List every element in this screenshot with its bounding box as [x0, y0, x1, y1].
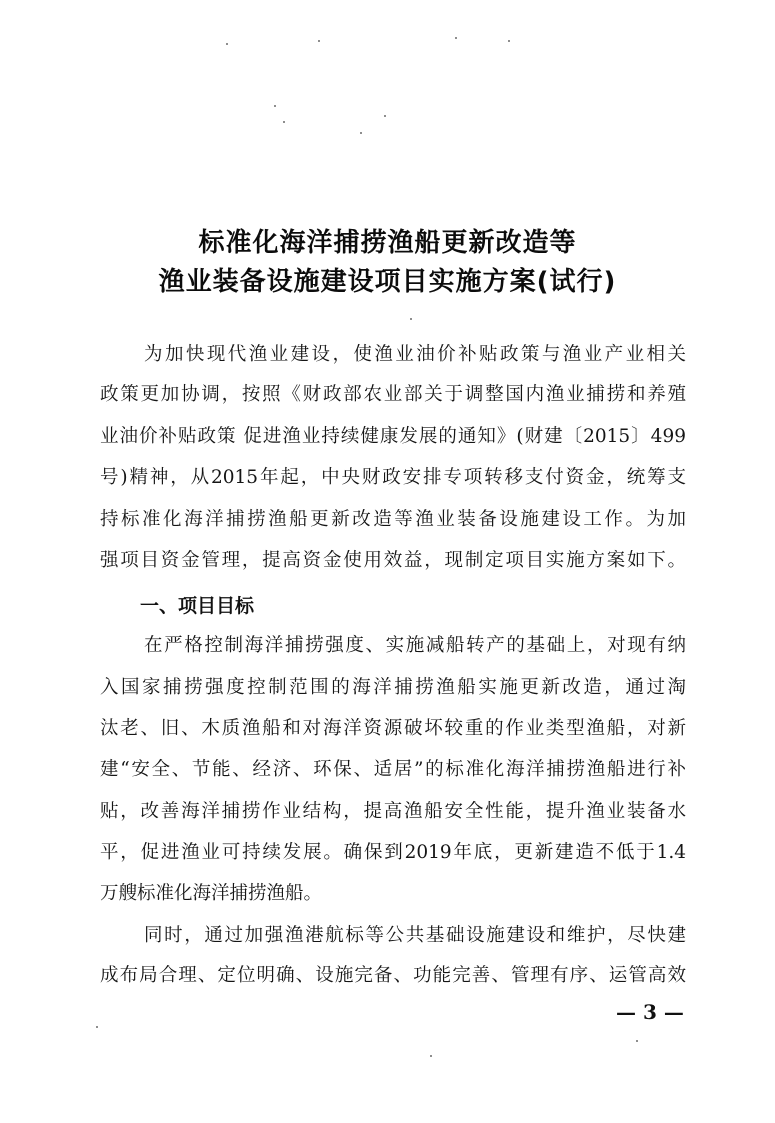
section-heading: 一、项目目标 — [140, 595, 255, 617]
paragraph-line: 贴，改善海洋捕捞作业结构，提高渔船安全性能，提升渔业装备水 — [100, 801, 686, 822]
paragraph-line: 业油价补贴政策 促进渔业持续健康发展的通知》(财建〔2015〕499 — [100, 426, 686, 447]
paragraph-line: 建“安全、节能、经济、环保、适居”的标准化海洋捕捞渔船进行补 — [100, 759, 686, 780]
page-number: — 3 — — [616, 1000, 684, 1024]
paragraph-line: 入国家捕捞强度控制范围的海洋捕捞渔船实施更新改造，通过淘 — [100, 677, 686, 698]
scan-speck — [96, 1026, 98, 1028]
scan-speck — [508, 40, 510, 42]
paragraph-line: 持标准化海洋捕捞渔船更新改造等渔业装备设施建设工作。为加 — [100, 509, 686, 530]
paragraph-line: 成布局合理、定位明确、设施完备、功能完善、管理有序、运管高效 — [100, 965, 686, 986]
paragraph-line: 汰老、旧、木质渔船和对海洋资源破坏较重的作业类型渔船，对新 — [100, 718, 686, 739]
paragraph-line: 强项目资金管理，提高资金使用效益，现制定项目实施方案如下。 — [100, 550, 686, 571]
paragraph-line: 号)精神，从2015年起，中央财政安排专项转移支付资金，统筹支 — [100, 467, 686, 488]
paragraph-line: 同时，通过加强渔港航标等公共基础设施建设和维护，尽快建 — [144, 925, 686, 946]
scan-speck — [283, 121, 285, 123]
scan-speck — [318, 40, 320, 42]
paragraph-line: 平，促进渔业可持续发展。确保到2019年底，更新建造不低于1.4 — [100, 842, 686, 863]
paragraph-line: 政策更加协调，按照《财政部农业部关于调整国内渔业捕捞和养殖 — [100, 384, 686, 405]
scan-speck — [636, 1040, 638, 1042]
document-title-line-1: 标准化海洋捕捞渔船更新改造等 — [198, 228, 577, 258]
scan-speck — [274, 105, 276, 107]
paragraph-line: 万艘标准化海洋捕捞渔船。 — [100, 883, 323, 904]
scan-speck — [410, 318, 412, 320]
scan-speck — [384, 115, 386, 117]
scan-speck — [360, 132, 362, 134]
scan-speck — [455, 37, 457, 39]
scan-speck — [430, 1055, 432, 1057]
scan-speck — [226, 43, 228, 45]
paragraph-line: 为加快现代渔业建设，使渔业油价补贴政策与渔业产业相关 — [144, 344, 686, 365]
document-title-line-2: 渔业装备设施建设项目实施方案(试行) — [158, 267, 617, 297]
paragraph-line: 在严格控制海洋捕捞强度、实施减船转产的基础上，对现有纳 — [144, 635, 686, 656]
